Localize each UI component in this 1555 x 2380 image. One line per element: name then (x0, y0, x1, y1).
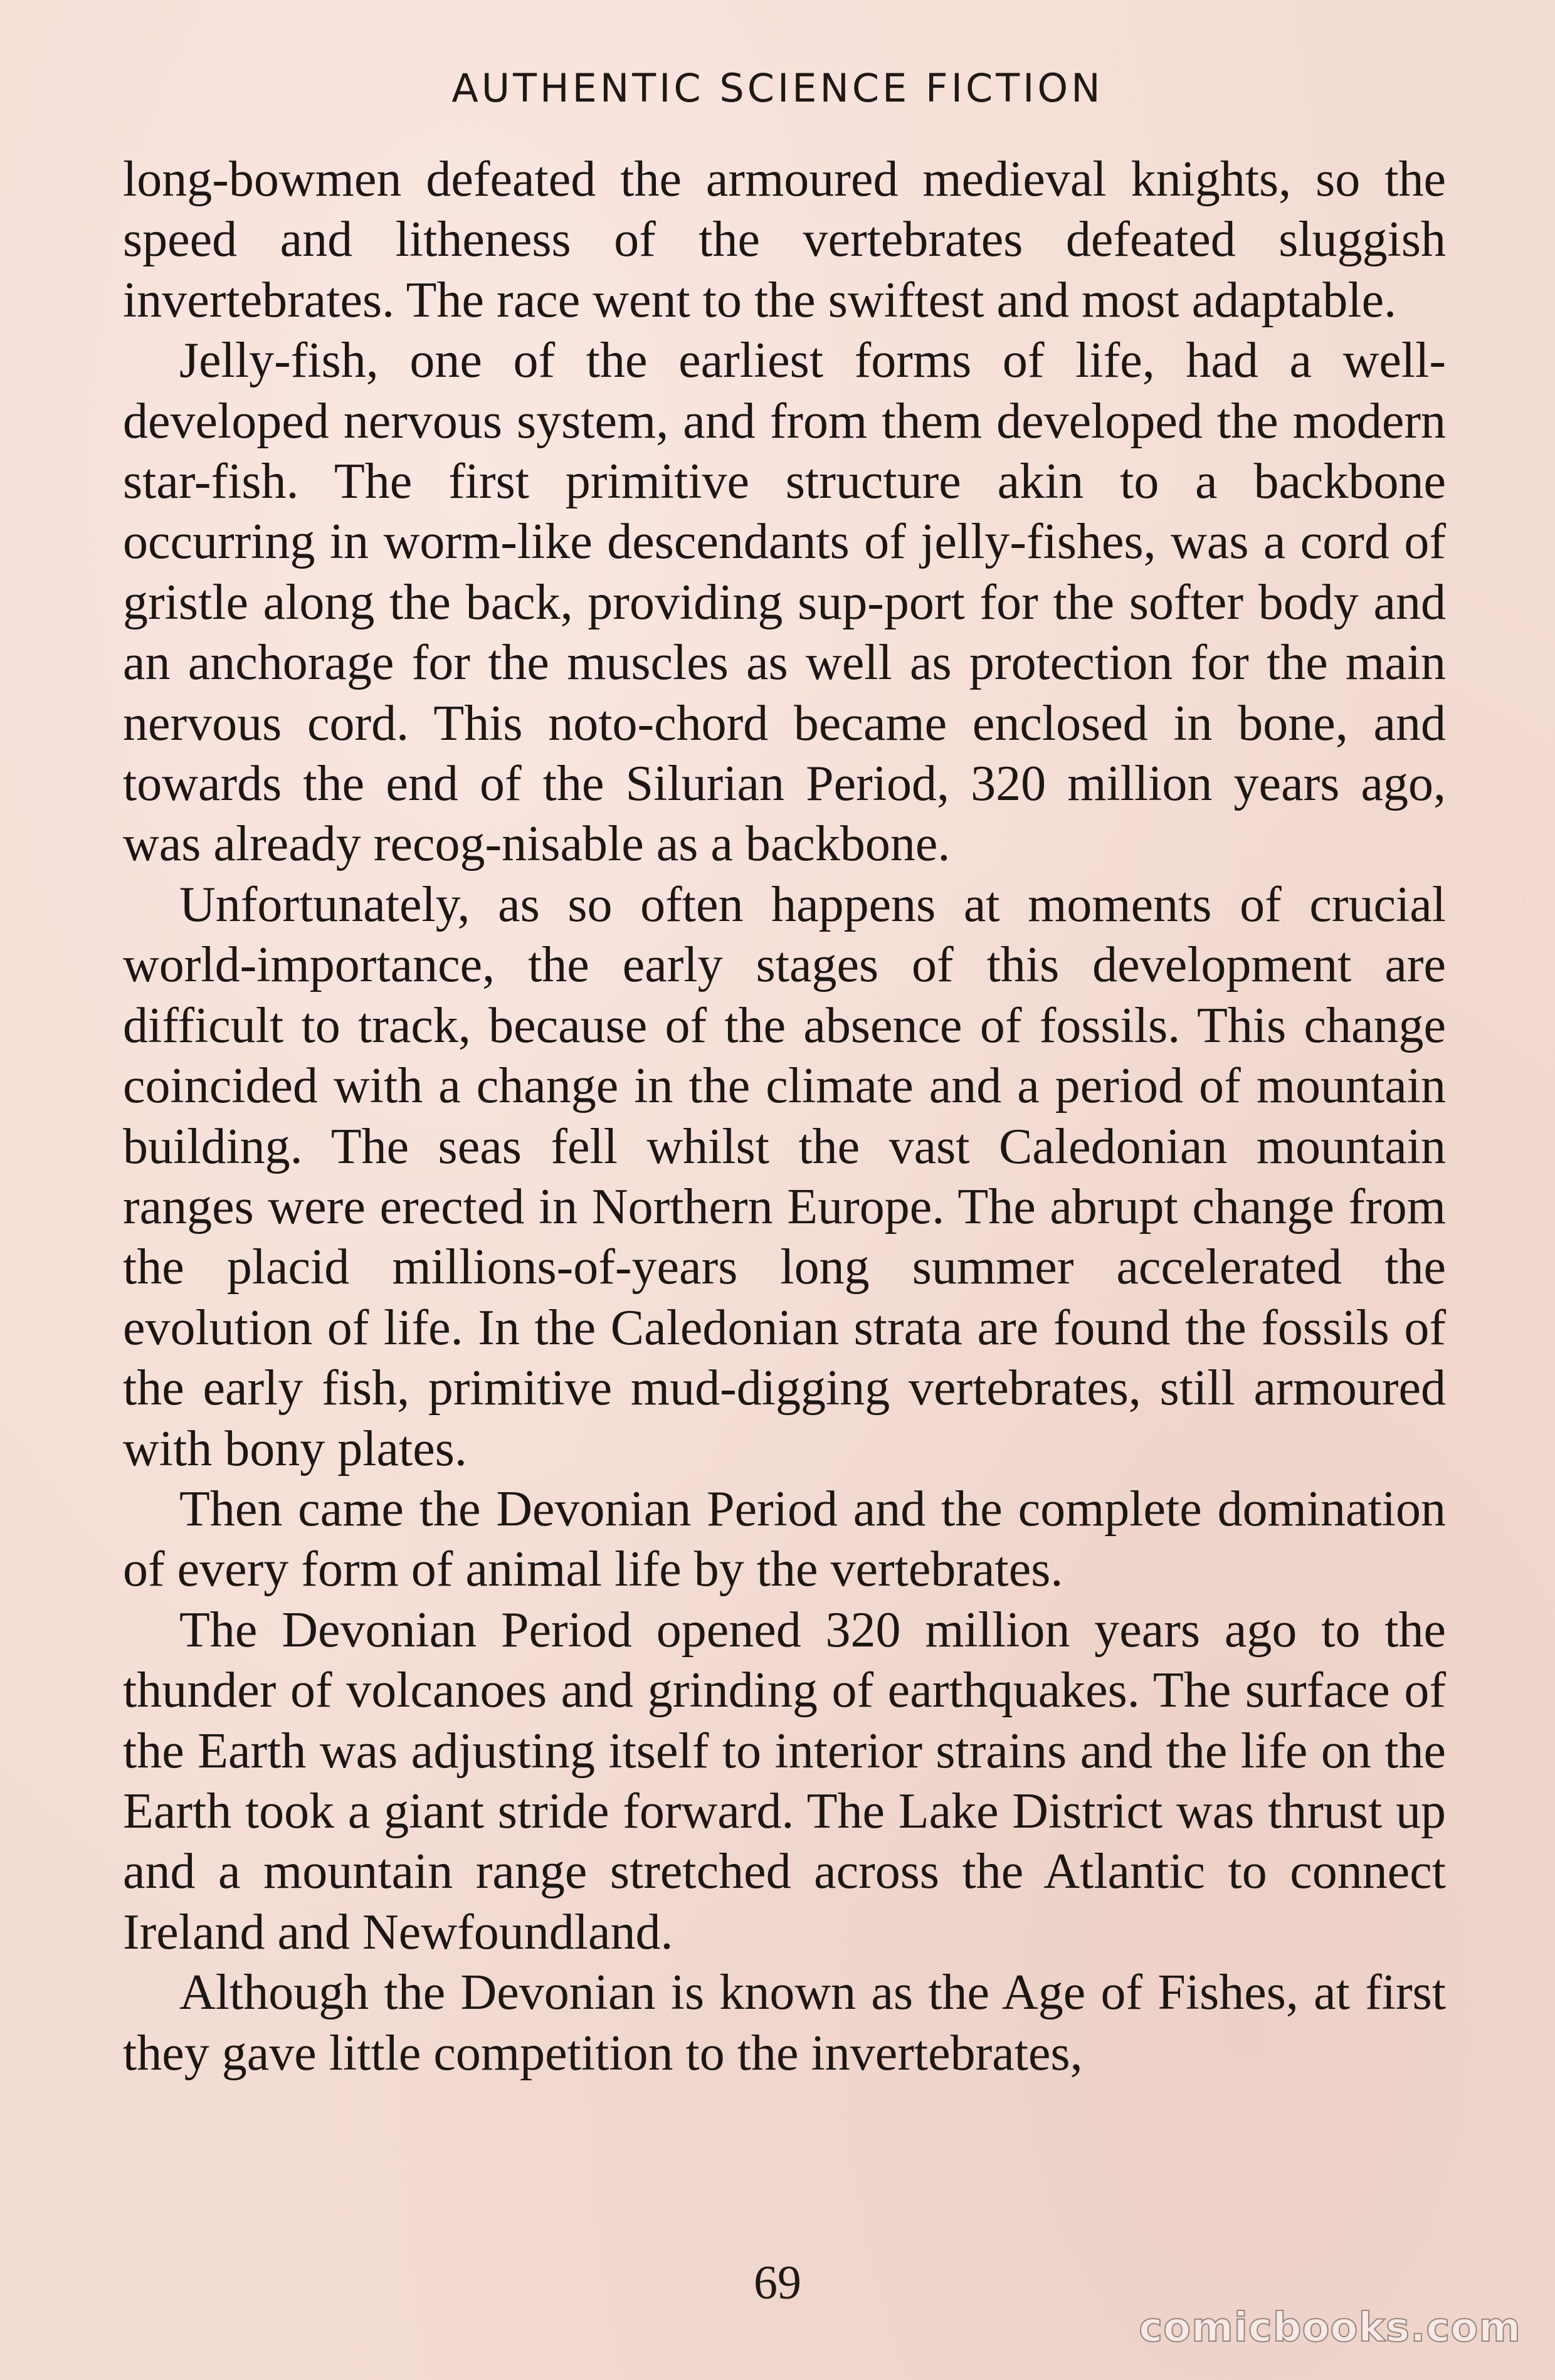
paragraph: Although the Devonian is known as the Age of Fishes, at first they gave little competition to the invertebrates, (123, 1965, 1446, 2081)
paragraph: Then came the Devonian Period and the complete domination of every form of animal life by the vertebrates. (123, 1481, 1446, 1598)
paragraph: Unfortunately, as so often happens at moments of crucial world-importance, the early stages of this development are difficult to track, because of the absence of fossils. This change coincided with a change in the climate and a period of mountain building. The seas fell whilst the vast Caledonian mountain ranges were erected in Northern Europe. The abrupt change from the placid millions-of-years long summer accelerated the evolution of life. In the Caledonian strata are found the fossils of the early fish, primitive mud-digging vertebrates, still armoured with bony plates. (123, 877, 1446, 1477)
page-number: 69 (754, 2256, 801, 2309)
body-text (123, 149, 1446, 2083)
paragraph: long-bowmen defeated the armoured medieval knights, so the speed and litheness of the vertebrates defeated sluggish invertebrates. The race went to the swiftest and most adaptable. (123, 152, 1446, 328)
watermark: comicbooks.com (1139, 2305, 1521, 2351)
running-head: AUTHENTIC SCIENCE FICTION (451, 65, 1104, 111)
paragraph: Jelly-fish, one of the earliest forms of life, had a well-developed nervous system, and from them developed the modern star-fish. The first primitive structure akin to a backbone occurring in worm-like descendants of jelly-fishes, was a cord of gristle along the back, providing sup-port for the softer body and an anchorage for the muscles as well as protection for the main nervous cord. This noto-chord became enclosed in bone, and towards the end of the Silurian Period, 320 million years ago, was already recog-nisable as a backbone. (123, 333, 1446, 872)
paragraph: The Devonian Period opened 320 million years ago to the thunder of volcanoes and grinding of earthquakes. The surface of the Earth was adjusting itself to interior strains and the life on the Earth took a giant stride forward. The Lake District was thrust up and a mountain range stretched across the Atlantic to connect Ireland and Newfoundland. (123, 1602, 1446, 1960)
